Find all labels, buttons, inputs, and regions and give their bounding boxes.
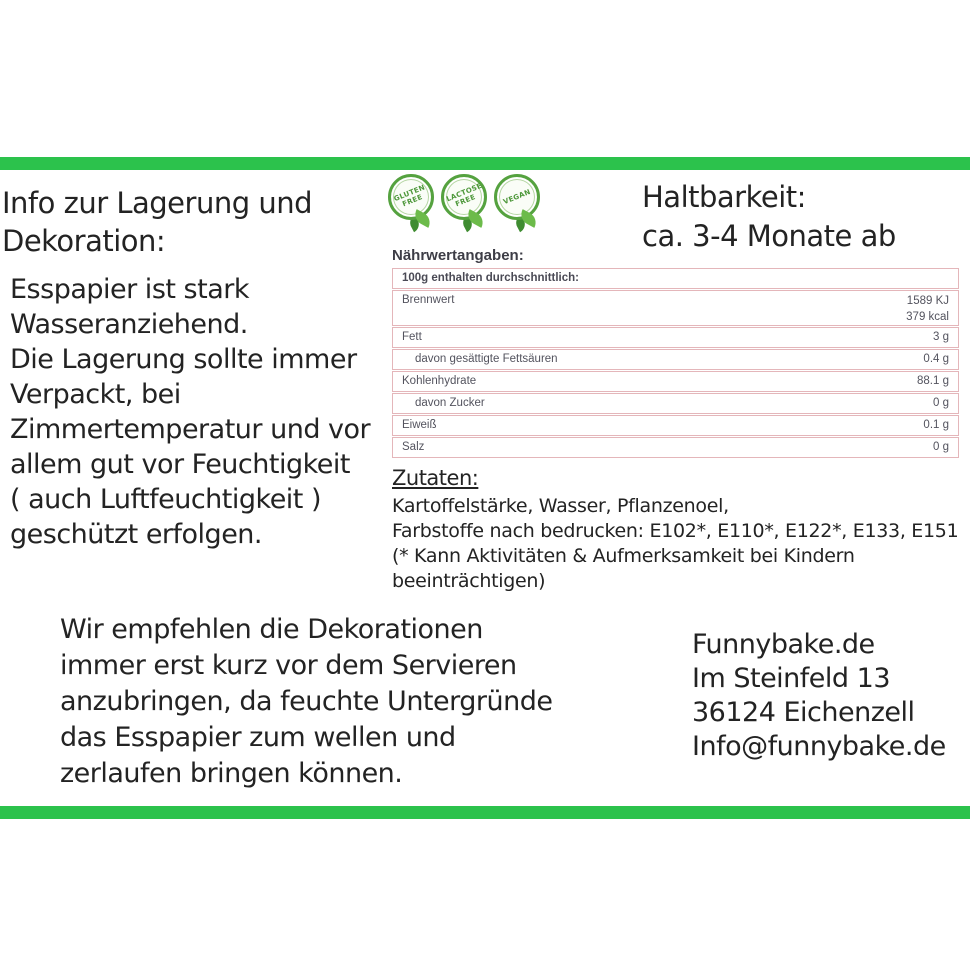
ingredients-text <box>392 494 958 594</box>
table-row <box>392 290 959 326</box>
ingredients-line: Kartoffelstärke, Wasser, Pflanzenoel, <box>392 495 729 517</box>
table-row <box>392 349 959 370</box>
nutrition-label: Brennwert <box>402 294 455 306</box>
serving-note-line: anzubringen, da feuchte Untergründe <box>60 686 553 717</box>
serving-note-line: immer erst kurz vor dem Servieren <box>60 650 517 681</box>
vegan-badge-icon <box>494 174 541 232</box>
storage-heading-line: Dekoration: <box>2 224 166 258</box>
badge-ring <box>494 174 540 220</box>
storage-text-line: ( auch Luftfeuchtigkeit ) <box>10 484 322 515</box>
nutrition-value: 0.4 g <box>923 353 949 365</box>
nutrition-value: 88.1 g <box>917 375 949 387</box>
serving-note-text <box>60 612 552 792</box>
storage-text-line: Die Lagerung sollte immer <box>10 344 357 375</box>
nutrition-header-text: 100g enthalten durchschnittlich: <box>402 272 579 284</box>
badge-label: GLUTEN FREE <box>392 183 427 209</box>
table-row <box>392 437 959 458</box>
storage-text-line: Esspapier ist stark <box>10 274 249 305</box>
storage-text-line: allem gut vor Feuchtigkeit <box>10 449 350 480</box>
nutrition-label: davon gesättigte Fettsäuren <box>415 353 558 365</box>
ingredients-title: Zutaten: <box>392 466 479 490</box>
nutrition-table <box>392 268 959 458</box>
storage-text-line: Verpackt, bei <box>10 379 181 410</box>
contact-line-email: Info@funnybake.de <box>692 731 946 762</box>
table-row <box>392 327 959 348</box>
ingredients-line: (* Kann Aktivitäten & Aufmerksamkeit bei Kindern <box>392 545 855 567</box>
storage-text-line: Zimmertemperatur und vor <box>10 414 371 445</box>
table-row <box>392 393 959 414</box>
nutrition-label: Salz <box>402 441 425 453</box>
storage-text-line: Wasseranziehend. <box>10 309 248 340</box>
table-row <box>392 415 959 436</box>
nutrition-value: 0 g <box>933 397 949 409</box>
storage-info-heading <box>2 184 312 260</box>
lactose-free-badge-icon <box>441 174 488 232</box>
shelf-life-line: Haltbarkeit: <box>642 180 806 214</box>
badge-ring <box>388 174 434 220</box>
contact-line-city: 36124 Eichenzell <box>692 697 915 728</box>
bottom-divider-bar <box>0 806 970 819</box>
serving-note-line: Wir empfehlen die Dekorationen <box>60 614 483 645</box>
nutrition-value: 0 g <box>933 441 949 453</box>
nutrition-label: Fett <box>402 331 422 343</box>
badge-ring <box>441 174 487 220</box>
top-divider-bar <box>0 157 970 170</box>
table-row <box>392 371 959 392</box>
storage-text-line: geschützt erfolgen. <box>10 519 262 550</box>
nutrition-label: Kohlenhydrate <box>402 375 477 387</box>
contact-line-website: Funnybake.de <box>692 629 875 660</box>
ingredients-line: beeinträchtigen) <box>392 570 546 592</box>
nutrition-label: Eiweiß <box>402 419 437 431</box>
nutrition-label: davon Zucker <box>415 397 485 409</box>
serving-note-line: zerlaufen bringen können. <box>60 758 403 789</box>
badge-label: VEGAN <box>502 187 532 207</box>
nutrition-value: 3 g <box>933 331 949 343</box>
certification-badges <box>388 174 541 232</box>
gluten-free-badge-icon <box>388 174 435 232</box>
shelf-life-heading <box>642 178 896 256</box>
contact-address <box>692 628 946 764</box>
contact-line-street: Im Steinfeld 13 <box>692 663 890 694</box>
nutrition-title: Nährwertangaben: <box>392 247 524 264</box>
badge-label: LACTOSE FREE <box>445 181 484 209</box>
nutrition-value <box>906 291 949 325</box>
nutrition-value-line: 1589 KJ <box>906 295 949 307</box>
storage-info-text <box>10 272 370 552</box>
nutrition-header-row <box>392 268 959 289</box>
ingredients-line: Farbstoffe nach bedrucken: E102*, E110*, E122*, E133, E151 <box>392 520 959 542</box>
storage-heading-line: Info zur Lagerung und <box>2 186 313 220</box>
nutrition-value: 0.1 g <box>923 419 949 431</box>
serving-note-line: das Esspapier zum wellen und <box>60 722 456 753</box>
nutrition-value-line: 379 kcal <box>906 311 949 323</box>
shelf-life-line: ca. 3-4 Monate ab <box>642 219 896 253</box>
